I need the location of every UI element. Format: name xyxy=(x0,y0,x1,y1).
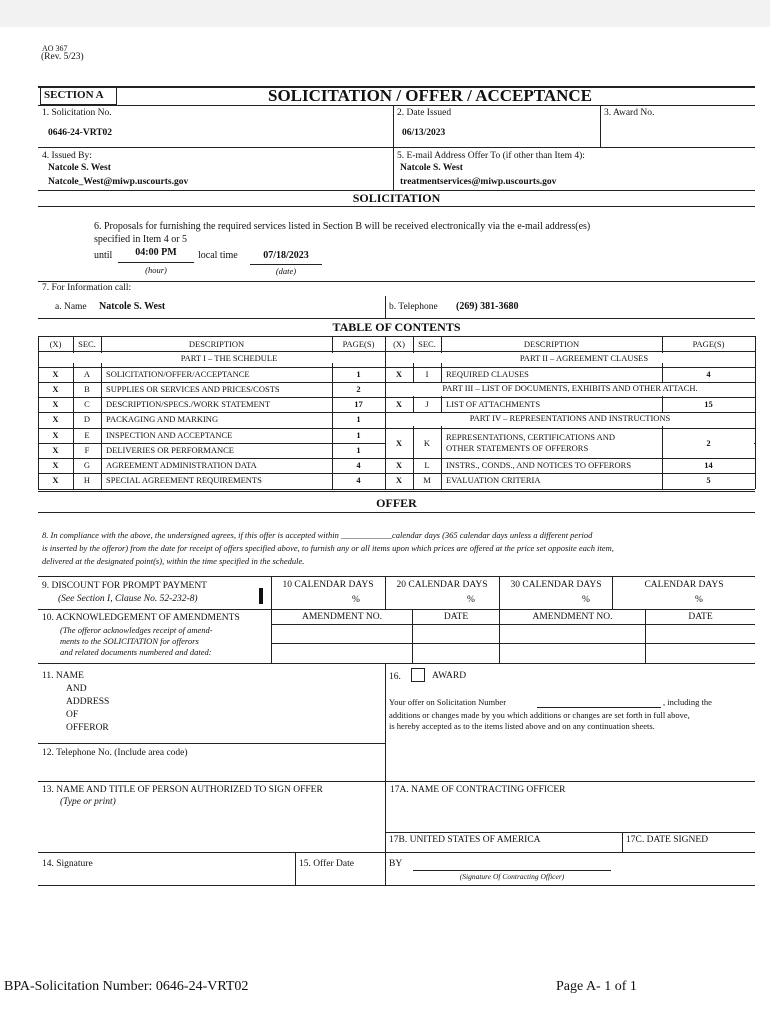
solicitation-no-label: 1. Solicitation No. xyxy=(42,108,112,118)
toc-left-x-A: X xyxy=(52,369,59,379)
discount-label: 9. DISCOUNT FOR PROMPT PAYMENT xyxy=(42,581,207,591)
toc-right-desc-L: INSTRS., CONDS., AND NOTICES TO OFFERORS xyxy=(446,460,632,470)
toc-left-x-H: X xyxy=(52,475,59,485)
offeror-name-label: 11. NAME xyxy=(42,671,84,681)
toc-left-pages-C: 17 xyxy=(354,399,363,409)
amendment-no-header-2: AMENDMENT NO. xyxy=(532,612,613,622)
toc-head-pages-right: PAGE(S) xyxy=(692,339,725,349)
toc-left-sec-D: D xyxy=(83,414,91,424)
toc-left-desc-E: INSPECTION AND ACCEPTANCE xyxy=(106,430,233,440)
until-label: until xyxy=(94,250,113,261)
toc-left-pages-A: 1 xyxy=(356,369,361,379)
toc-right-sec-I: I xyxy=(425,369,429,379)
form-title: SOLICITATION / OFFER / ACCEPTANCE xyxy=(268,86,592,105)
toc-top-line xyxy=(38,336,755,337)
award-text-3: is hereby accepted as to the items listed above and on any continuation sheets. xyxy=(389,721,655,731)
discount-20-pct[interactable]: % xyxy=(467,595,475,605)
toc-row-line-2 xyxy=(38,367,755,368)
by-label: BY xyxy=(389,859,403,869)
amendment-no-header-1: AMENDMENT NO. xyxy=(301,612,383,622)
signature-label: 14. Signature xyxy=(42,859,93,869)
footer-solicitation-number: BPA-Solicitation Number: 0646-24-VRT02 xyxy=(4,979,249,994)
toc-right-sec-K: K xyxy=(423,438,431,448)
ack-sub-1: (The offeror acknowledges receipt of amend- xyxy=(60,625,213,635)
toc-right-pages-K: 2 xyxy=(706,438,711,448)
toc-left-desc-G: AGREEMENT ADMINISTRATION DATA xyxy=(106,460,257,470)
award-no-label: 3. Award No. xyxy=(604,108,655,118)
toc-head-sec-left: SEC. xyxy=(78,339,96,349)
toc-part2: PART II – AGREEMENT CLAUSES xyxy=(413,353,755,363)
ack-sub-2: ments to the SOLICITATION for offerors xyxy=(60,636,199,646)
item8-text-2: is inserted by the offeror) from the date for receipt of offers specified above, to furnish any or all items upon which prices are offered at the price set opposite each item, xyxy=(42,543,614,553)
toc-head-x-right: (X) xyxy=(393,339,405,349)
toc-left-desc-C: DESCRIPTION/SPECS./WORK STATEMENT xyxy=(106,399,271,409)
date-issued-value: 06/13/2023 xyxy=(402,128,446,138)
toc-right-x-I: X xyxy=(395,369,403,379)
toc-right-desc-M: EVALUATION CRITERIA xyxy=(446,475,541,485)
toc-left-pages-H: 4 xyxy=(356,475,361,485)
discount-30-pct[interactable]: % xyxy=(582,595,590,605)
item6-text-2: specified in Item 4 or 5 xyxy=(94,234,188,245)
award-label: AWARD xyxy=(432,671,467,681)
award-text-2: additions or changes made by you which additions or changes are set forth in full above, xyxy=(389,710,690,720)
item6-text: 6. Proposals for furnishing the required services listed in Section B will be received electronically via the e-mail address(es) xyxy=(94,221,591,232)
toc-head-x-left: (X) xyxy=(49,339,62,349)
toc-heading: TABLE OF CONTENTS xyxy=(332,320,461,334)
toc-left-sec-A: A xyxy=(83,369,91,379)
offer-date-label: 15. Offer Date xyxy=(299,859,354,869)
toc-row-line-4 xyxy=(38,397,755,398)
toc-right-sec-M: M xyxy=(423,475,431,485)
ack-amendments-label: 10. ACKNOWLEDGEMENT OF AMENDMENTS xyxy=(42,613,240,623)
form-id: AO 367 xyxy=(42,44,68,53)
info-tel: (269) 381-3680 xyxy=(456,301,519,312)
item8-text-1: 8. In compliance with the above, the undersigned agrees, if this offer is accepted within ____________calendar days (365 calendar days unless a different period xyxy=(42,530,593,540)
email-offer-label: 5. E-mail Address Offer To (if other than Item 4): xyxy=(397,151,585,161)
info-name: Natcole S. West xyxy=(99,301,166,312)
email-offer-name: Natcole S. West xyxy=(400,163,463,173)
due-date: 07/18/2023 xyxy=(263,250,309,261)
toc-right-pages-J: 15 xyxy=(704,399,713,409)
offeror-address-label: ADDRESS xyxy=(66,697,110,707)
toc-left-sec-E: E xyxy=(84,430,90,440)
offeror-label: OFFEROR xyxy=(66,723,109,733)
section-label: SECTION A xyxy=(40,86,117,105)
toc-row-line-1 xyxy=(38,351,755,352)
issued-by-name: Natcole S. West xyxy=(48,163,111,173)
discount-cal-days: CALENDAR DAYS xyxy=(644,580,724,590)
toc-left-sec-B: B xyxy=(84,384,90,394)
email-offer-address: treatmentservices@miwp.uscourts.gov xyxy=(400,177,557,187)
toc-left-desc-D: PACKAGING AND MARKING xyxy=(106,414,219,424)
toc-right-desc-K-2: OTHER STATEMENTS OF OFFERORS xyxy=(446,443,589,453)
date-issued-label: 2. Date Issued xyxy=(397,108,452,118)
toc-head-pages-left: PAGE(S) xyxy=(342,339,375,349)
offer-heading: OFFER xyxy=(376,496,417,510)
toc-left-x-C: X xyxy=(52,399,59,409)
footer-page-number: Page A- 1 of 1 xyxy=(556,979,637,994)
toc-head-desc-left: DESCRIPTION xyxy=(188,339,245,349)
ack-sub-3: and related documents numbered and dated: xyxy=(60,647,212,657)
local-time-label: local time xyxy=(198,250,238,261)
discount-sub: (See Section I, Clause No. 52-232-8) xyxy=(58,594,198,604)
award-text-1b: , including the xyxy=(663,697,712,707)
award-num: 16. xyxy=(389,672,401,682)
page-footer xyxy=(0,977,770,1024)
discount-20-days: 20 CALENDAR DAYS xyxy=(396,580,488,590)
toc-left-pages-D: 1 xyxy=(356,414,361,424)
toc-part4: PART IV – REPRESENTATIONS AND INSTRUCTIONS xyxy=(386,413,754,426)
telephone-label: 12. Telephone No. (Include area code) xyxy=(42,748,188,758)
award-text-1: Your offer on Solicitation Number xyxy=(389,697,507,707)
discount-10-days: 10 CALENDAR DAYS xyxy=(282,580,374,590)
amendment-date-header-1: DATE xyxy=(443,612,469,622)
discount-10-pct[interactable]: % xyxy=(352,595,360,605)
toc-left-x-E: X xyxy=(52,430,59,440)
toc-k-line-b xyxy=(441,428,442,459)
offeror-and-label: AND xyxy=(66,684,87,694)
toc-left-pages-B: 2 xyxy=(356,384,361,394)
info-tel-label: b. Telephone xyxy=(389,302,438,312)
toc-left-sec-G: G xyxy=(83,460,91,470)
authorized-signer-label: 13. NAME AND TITLE OF PERSON AUTHORIZED TO SIGN OFFER xyxy=(42,785,323,795)
toc-left-x-D: X xyxy=(52,414,59,424)
toc-right-sec-J: J xyxy=(425,399,429,409)
toc-left-sec-C: C xyxy=(84,399,90,409)
toc-right-x-K: X xyxy=(395,438,403,448)
toc-right-x-M: X xyxy=(395,475,403,485)
toc-left-pages-E: 1 xyxy=(356,430,361,440)
revision: (Rev. 5/23) xyxy=(41,52,84,62)
toc-left-x-B: X xyxy=(52,384,59,394)
discount-30-days: 30 CALENDAR DAYS xyxy=(510,580,602,590)
item8-text-3: delivered at the designated point(s), within the time specified in the schedule. xyxy=(42,556,305,566)
amendment-date-header-2: DATE xyxy=(688,612,713,622)
solicitation-no-value: 0646-24-VRT02 xyxy=(48,128,113,138)
toc-right-pages-L: 14 xyxy=(704,460,713,470)
toc-left-pages-G: 4 xyxy=(356,460,361,470)
toc-right-x-J: X xyxy=(395,399,403,409)
toc-right-pages-I: 4 xyxy=(706,369,711,379)
toc-right-desc-J: LIST OF ATTACHMENTS xyxy=(446,399,541,409)
toc-left-x-F: X xyxy=(52,445,59,455)
toc-left-desc-B: SUPPLIES OR SERVICES AND PRICES/COSTS xyxy=(106,384,280,394)
toc-row-line-10 xyxy=(38,489,755,490)
toc-left-x-G: X xyxy=(52,460,59,470)
toc-row-line-9 xyxy=(38,473,755,474)
usa-label: 17B. UNITED STATES OF AMERICA xyxy=(389,835,541,845)
toc-head-sec-right: SEC. xyxy=(418,339,436,349)
toc-right-desc-I: REQUIRED CLAUSES xyxy=(446,369,529,379)
toc-right-sec-L: L xyxy=(424,460,430,470)
award-solicitation-number-line[interactable] xyxy=(537,707,661,708)
date-caption: (date) xyxy=(275,266,297,276)
toc-part1: PART I – THE SCHEDULE xyxy=(73,353,385,363)
authorized-signer-sub: (Type or print) xyxy=(60,797,116,807)
toc-left-pages-F: 1 xyxy=(356,445,361,455)
info-name-label: a. Name xyxy=(55,302,87,312)
info-call-label: 7. For Information call: xyxy=(42,283,132,293)
award-checkbox[interactable] xyxy=(411,668,425,682)
due-time: 04:00 PM xyxy=(135,247,177,258)
co-signature-caption: (Signature Of Contracting Officer) xyxy=(459,872,565,881)
issued-by-email: Natcole_West@miwp.uscourts.gov xyxy=(48,177,189,187)
toc-right-pages-M: 5 xyxy=(706,475,711,485)
solicitation-heading: SOLICITATION xyxy=(352,191,441,205)
toc-left-sec-H: H xyxy=(83,475,91,485)
toc-left-desc-A: SOLICITATION/OFFER/ACCEPTANCE xyxy=(106,369,250,379)
text-cursor-bar xyxy=(259,588,263,604)
toc-left-sec-F: F xyxy=(84,445,90,455)
co-signature-line[interactable] xyxy=(413,870,611,871)
toc-head-desc-right: DESCRIPTION xyxy=(523,339,580,349)
date-signed-label: 17C. DATE SIGNED xyxy=(626,835,709,845)
discount-cal-pct[interactable]: % xyxy=(695,595,703,605)
toc-col-line-8 xyxy=(755,336,756,489)
toc-left-desc-H: SPECIAL AGREEMENT REQUIREMENTS xyxy=(106,475,262,485)
issued-by-label: 4. Issued By: xyxy=(42,151,92,161)
offeror-of-label: OF xyxy=(66,710,79,720)
toc-right-x-L: X xyxy=(395,460,403,470)
toc-part3: PART III – LIST OF DOCUMENTS, EXHIBITS AND OTHER ATTACH. xyxy=(386,383,754,396)
toc-row-line-8 xyxy=(38,458,755,459)
contracting-officer-name-label: 17A. NAME OF CONTRACTING OFFICER xyxy=(390,785,566,795)
hour-caption: (hour) xyxy=(145,265,167,275)
toc-left-desc-F: DELIVERIES OR PERFORMANCE xyxy=(106,445,234,455)
toc-right-desc-K-1: REPRESENTATIONS, CERTIFICATIONS AND xyxy=(446,432,616,442)
